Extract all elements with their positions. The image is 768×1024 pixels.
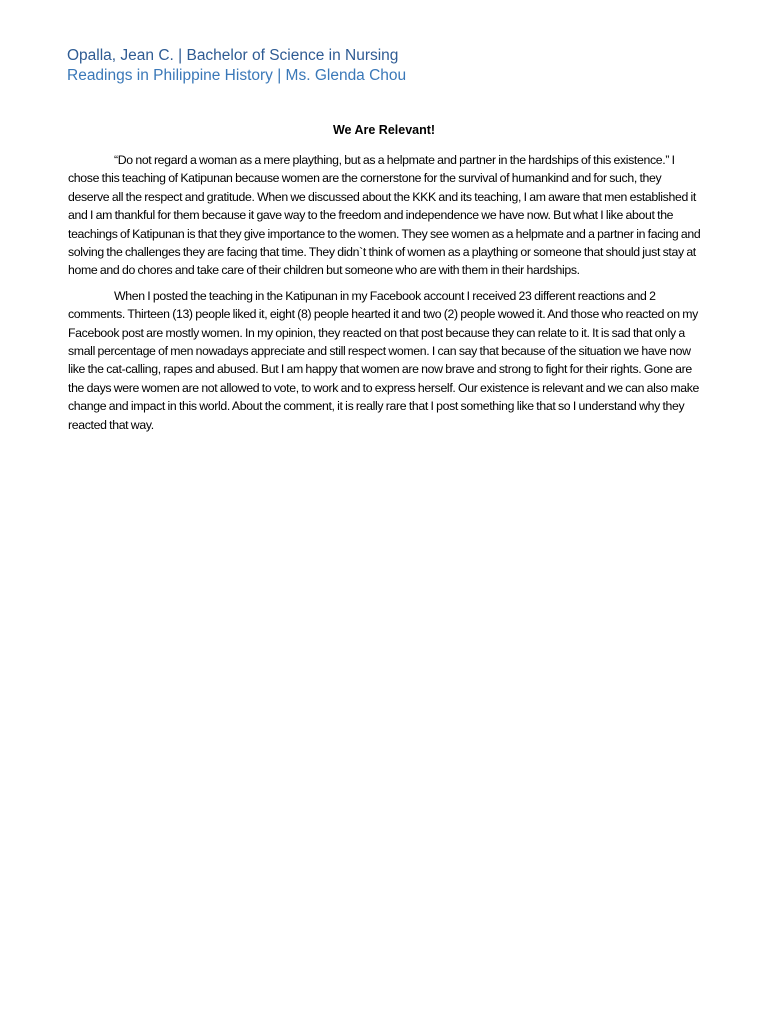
essay-paragraph: When I posted the teaching in the Katipunan in my Facebook account I received 23 different reactions and 2 comments. Thirteen (13) people liked it, eight (8) people hearted it and two (2) people wowed it. And those who reacted on my Facebook post are mostly women. In my opinion, they reacted on that post because they can relate to it. It is sad that only a small percentage of men nowadays appreciate and still respect women. I can say that because of the situation we have now like the cat-calling, rapes and abused. But I am happy that women are now brave and strong to fight for their rights. Gone are the days were women are not allowed to vote, to work and to express herself. Our existence is relevant and we can also make change and impact in this world. About the comment, it is really rare that I post something like that so I understand why they reacted that way. [68,288,700,432]
document-header [67,46,406,86]
essay-paragraph: “Do not regard a woman as a mere plaything, but as a helpmate and partner in the hardships of this existence.” I chose this teaching of Katipunan because women are the cornerstone for the survival of humankind and for such, they deserve all the respect and gratitude. When we discussed about the KKK and its teaching, I am aware that men established it and I am thankful for them because it gave way to the freedom and independence we have now. But what I like about the teachings of Katipunan is that they give importance to the women. They see women as a helpmate and a partner in facing and solving the challenges they are facing that time. They didn`t think of women as a plaything or someone that should just stay at home and do chores and take care of their children but someone who are with them in their hardships. [68,153,701,278]
essay-title: We Are Relevant! [332,123,436,137]
author-program-line: Opalla, Jean C. | Bachelor of Science in Nursing [67,47,399,64]
course-instructor-line: Readings in Philippine History | Ms. Glenda Chou [67,67,407,84]
essay-body [68,151,702,441]
